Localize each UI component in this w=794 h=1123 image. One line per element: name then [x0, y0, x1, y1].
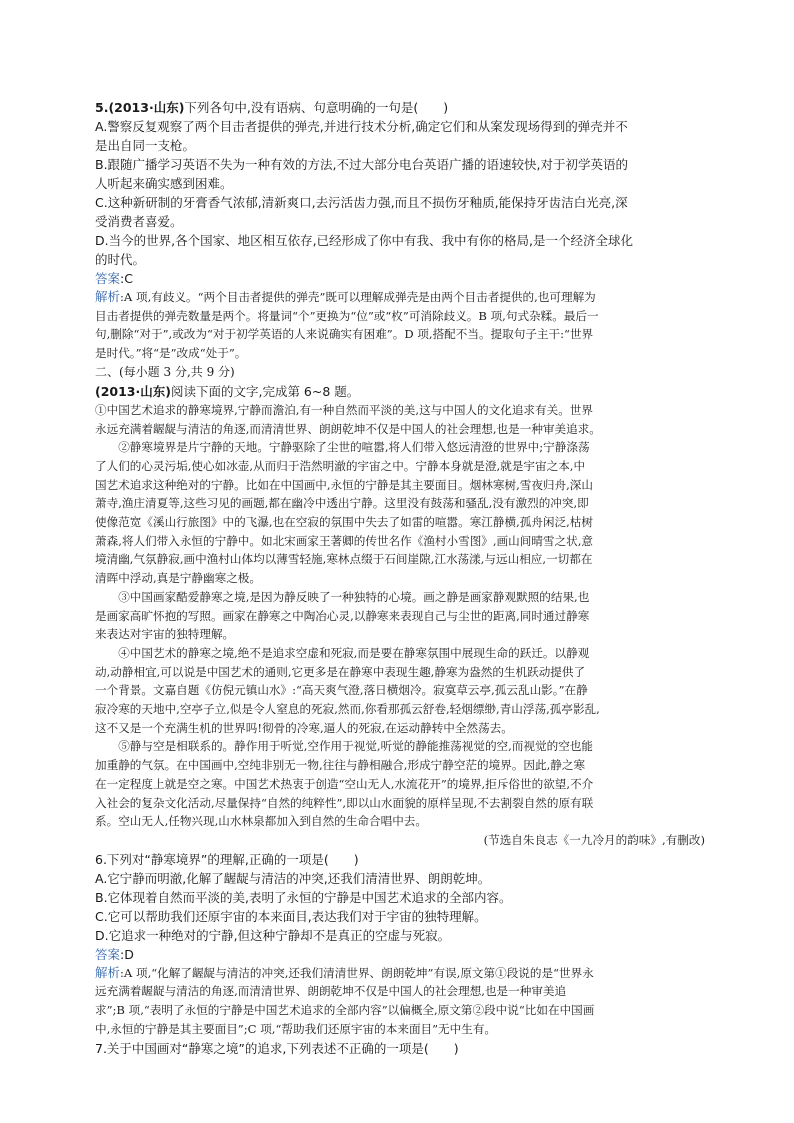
passage-line: ①中国艺术追求的静寒境界,宁静而澹泊,有一种自然而平淡的美,这与中国人的文化追求有关。世界	[95, 402, 593, 417]
question-number: 5.	[95, 100, 109, 115]
analysis-label: 解析	[95, 289, 121, 304]
passage-line: 加重静的气氛。在中国画中,空纯非别无一物,往往与静相融合,形成宁静空茫的境界。因此,静之寒	[95, 758, 586, 773]
q6-option-a: A.它宁静而明澈,化解了龌龊与清洁的冲突,还我们清清世界、朗朗乾坤。	[95, 870, 491, 886]
document-page	[95, 98, 705, 1058]
q5-option-b-line2: 人听起来确实感到困难。	[95, 176, 233, 191]
q5-analysis-line: 是时代。”将“是”改成“处于”。	[95, 346, 247, 361]
passage-line: 来表达对宇宙的独特理解。	[95, 627, 235, 642]
q5-option-d-line2: 的时代。	[95, 252, 146, 267]
q6-analysis-line: 求”;B 项,“表明了永恒的宁静是中国艺术追求的全部内容”以偏概全,原文第②段中说“比如在中国画	[95, 1003, 595, 1018]
passage-line: 一个背景。文嘉自题《仿倪元镇山水》:“高天爽气澄,落日横烟冷。寂寞草云亭,孤云乱山影。”在静	[95, 683, 588, 698]
q5-analysis-line: 目击者提供的弹壳数量是两个。将量词“个”更换为“位”或“枚”可消除歧义。B 项,句式杂糅。最后一	[95, 308, 599, 323]
passage-line: 永远充满着龌龊与清洁的角逐,而清清世界、朗朗乾坤不仅是中国人的社会理想,也是一种审美追求。	[95, 421, 601, 436]
q6-option-c: C.它可以帮助我们还原宇宙的本来面目,表达我们对于宇宙的独特理解。	[95, 908, 487, 924]
q5-option-c-line2: 受消费者喜爱。	[95, 214, 183, 229]
q5-analysis-line: 句,删除“对于”,或改为“对于初学英语的人来说确实有困难”。D 项,搭配不当。提取句子主干:“世界	[95, 327, 594, 342]
passage-line: 国艺术追求这种绝对的宁静。比如在中国画中,永恒的宁静是其主要面目。烟林寒树,雪夜归舟,深山	[95, 477, 593, 492]
q5-option-d-line1: D.当今的世界,各个国家、地区相互依存,已经形成了你中有我、我中有你的格局,是一个经济全球化	[95, 233, 634, 248]
passage-line: 是画家高旷怀抱的写照。画家在静寒之中陶冶心灵,以静寒来表现自己与尘世的距离,同时通过静寒	[95, 608, 590, 623]
passage-line: 寂冷寒的天地中,空亭子立,似是令人窒息的死寂,然而,你看那孤云舒卷,轻烟缥缈,青山浮荡,孤亭影乱,	[95, 702, 600, 717]
q5-answer	[95, 269, 705, 288]
passage-line: ④中国艺术的静寒之境,绝不是追求空虚和死寂,而是要在静寒氛围中展现生命的跃迁。以静观	[95, 645, 590, 660]
passage-source: (节选自朱良志《一九冷月的韵味》,有删改)	[483, 832, 705, 847]
passage-line: 动,动静相宜,可以说是中国艺术的通则,它更多是在静寒中表现生趣,静寒为盎然的生机跃动提供了	[95, 664, 586, 679]
q5-analysis-line: 解析:A 项,有歧义。“两个目击者提供的弹壳”既可以理解成弹壳是由两个目击者提供的,也可理解为	[95, 289, 596, 304]
passage-line: ⑤静与空是相联系的。静作用于听觉,空作用于视觉,听觉的静能推荡视觉的空,而视觉的空也能	[95, 739, 593, 754]
passage-line: 萧森,将人们带入永恒的宁静中。如北宋画家王著卿的传世名作《渔村小雪图》,画山间晴雪之状,意	[95, 533, 593, 548]
passage-line: 了人们的心灵污垢,使心如冰壶,从而归于浩然明澈的宇宙之中。宁静本身就是澄,就是宇宙之本,中	[95, 458, 586, 473]
q6-option-d: D.它追求一种绝对的宁静,但这种宁静却不是真正的空虚与死寂。	[95, 927, 451, 943]
question-source: (2013·山东)	[108, 100, 185, 115]
q5-option-c-line1: C.这种新研制的牙膏香气浓郁,清新爽口,去污活齿力强,而且不损伤牙釉质,能保持牙齿洁白光亮,深	[95, 195, 628, 210]
passage-line: 在一定程度上就是空之寒。中国艺术热衷于创造“空山无人,水流花开”的境界,拒斥俗世的欲望,不介	[95, 776, 594, 791]
passage-line: 清晖中浮动,真是宁静幽寒之极。	[95, 571, 261, 586]
answer-label: 答案	[95, 271, 121, 286]
passage-line: 这不又是一个充满生机的世界吗!彻骨的冷寒,逼人的死寂,在运动静转中全然荡去。	[95, 720, 513, 735]
analysis-label: 解析	[95, 964, 121, 980]
section-title: 二、(每小题 3 分,共 9 分)	[95, 364, 235, 379]
section-intro	[95, 382, 705, 401]
q6-answer	[95, 945, 705, 964]
passage-line: 系。空山无人,任物兴现,山水林泉都加入到自然的生命合唱中去。	[95, 814, 427, 829]
passage-line: 使像范宽《溪山行旅图》中的飞瀑,也在空寂的氛围中失去了如雷的喧嚣。寒江静横,孤舟闲泛,枯树	[95, 515, 593, 530]
question-6-stem: 6.下列对“静寒境界”的理解,正确的一项是( )	[95, 851, 359, 867]
question-7-stem: 7.关于中国画对“静寒之境”的追求,下列表述不正确的一项是( )	[95, 1040, 459, 1056]
answer-label: 答案	[95, 946, 121, 962]
q6-analysis-line: 中,永恒的宁静是其主要面目”;C 项,“帮助我们还原宇宙的本来面目”无中生有。	[95, 1021, 497, 1036]
q6-option-b: B.它体现着自然而平淡的美,表明了永恒的宁静是中国艺术追求的全部内容。	[95, 889, 512, 905]
q5-option-b-line1: B.跟随广播学习英语不失为一种有效的方法,不过大部分电台英语广播的语速较快,对于初学英语的	[95, 157, 628, 172]
section-intro-source: (2013·山东)	[95, 383, 171, 399]
q6-analysis-line: 远充满着龌龊与清洁的角逐,而清清世界、朗朗乾坤不仅是中国人的社会理想,也是一种审美追	[95, 984, 567, 999]
question-text: 下列各句中,没有语病、句意明确的一句是( )	[184, 100, 449, 115]
passage-line: 入社会的复杂文化活动,尽量保持“自然的纯粹性”,即以山水面貌的原样呈现,不去割裂自然的原有联	[95, 795, 594, 810]
passage-line: 萧寺,渔庄清夏等,这些习见的画题,都在幽冷中透出宁静。这里没有鼓荡和骚乱,没有激烈的冲突,即	[95, 496, 589, 511]
passage-line: ③中国画家酷爱静寒之境,是因为静反映了一种独特的心境。画之静是画家静观默照的结果,也	[95, 589, 590, 604]
passage-line: 境清幽,气氛静寂,画中渔村山体均以薄雪轻施,寒林点缀于石间崖隙,江水荡漾,与远山相应,一切都在	[95, 552, 593, 567]
question-5-stem	[95, 98, 705, 117]
passage-line: ②静寒境界是片宁静的天地。宁静驱除了尘世的喧嚣,将人们带入悠远清澄的世界中;宁静涤荡	[95, 440, 590, 455]
answer-value: :D	[120, 946, 134, 962]
q6-analysis-line: 解析:A 项,“化解了龌龊与清洁的冲突,还我们清清世界、朗朗乾坤”有误,原文第①段说的是“世界永	[95, 964, 594, 980]
q5-option-a-line2: 是出自同一支枪。	[95, 138, 196, 153]
section-intro-text: 阅读下面的文字,完成第 6~8 题。	[170, 383, 360, 399]
answer-value: :C	[120, 271, 133, 286]
q5-option-a-line1: A.警察反复观察了两个目击者提供的弹壳,并进行技术分析,确定它们和从案发现场得到的弹壳并不	[95, 119, 628, 134]
